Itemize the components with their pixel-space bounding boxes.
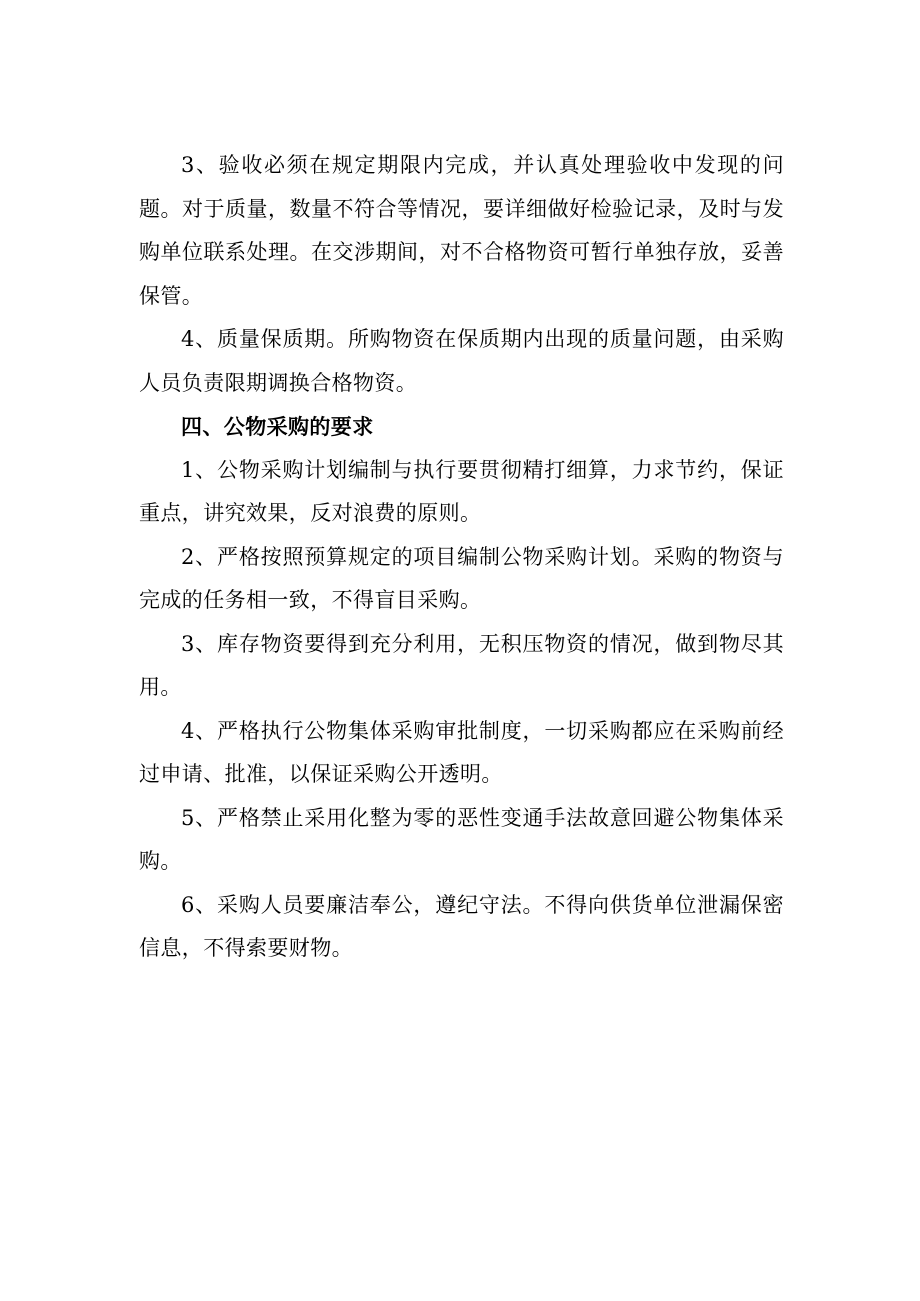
- document-body: [139, 144, 784, 971]
- paragraph-acceptance-deadline: 3、验收必须在规定期限内完成，并认真处理验收中发现的问题。对于质量，数量不符合等情况，要详细做好检验记录，及时与发购单位联系处理。在交涉期间，对不合格物资可暂行单独存放，妥善保管。: [139, 153, 784, 308]
- paragraph-requirement-4: 4、严格执行公物集体采购审批制度，一切采购都应在采购前经过申请、批准，以保证采购公开透明。: [139, 718, 784, 786]
- paragraph-quality-warranty: 4、质量保质期。所购物资在保质期内出现的质量问题，由采购人员负责限期调换合格物资。: [139, 327, 784, 395]
- paragraph-requirement-2: 2、严格按照预算规定的项目编制公物采购计划。采购的物资与完成的任务相一致，不得盲目采购。: [139, 544, 784, 612]
- paragraph-requirement-1: 1、公物采购计划编制与执行要贯彻精打细算，力求节约，保证重点，讲究效果，反对浪费的原则。: [139, 457, 784, 525]
- paragraph-requirement-5: 5、严格禁止采用化整为零的恶性变通手法故意回避公物集体采购。: [139, 805, 784, 873]
- paragraph-requirement-3: 3、库存物资要得到充分利用，无积压物资的情况，做到物尽其用。: [139, 631, 784, 699]
- section-heading-requirements: 四、公物采购的要求: [181, 414, 374, 439]
- paragraph-requirement-6: 6、采购人员要廉洁奉公，遵纪守法。不得向供货单位泄漏保密信息，不得索要财物。: [139, 892, 784, 960]
